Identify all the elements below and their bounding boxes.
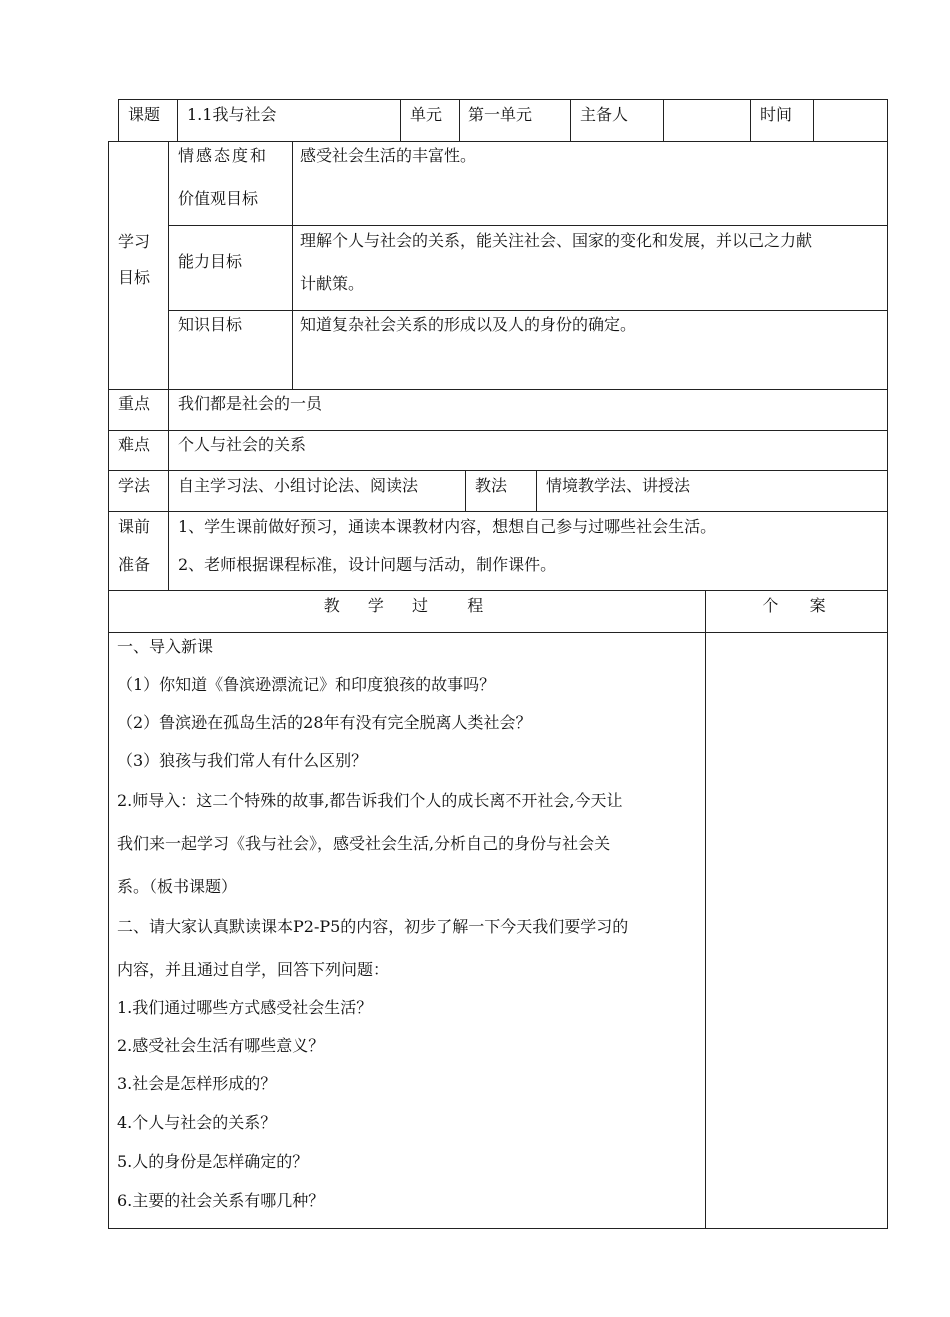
process-line: 4.个人与社会的关系？ — [117, 1113, 277, 1132]
header-divider — [459, 99, 460, 141]
objectives-label: 学习 — [118, 232, 151, 251]
objectives-divider — [292, 141, 293, 389]
header-divider — [663, 99, 664, 141]
process-line: 6.主要的社会关系有哪几种？ — [117, 1191, 325, 1210]
objectives-label: 目标 — [118, 268, 151, 287]
process-line: 1.我们通过哪些方式感受社会生活？ — [117, 998, 373, 1017]
table-border-left — [108, 141, 109, 1229]
process-line: 二、请大家认真默读课本P2-P5的内容，初步了解一下今天我们要学习的 — [117, 917, 629, 936]
process-line: （1）你知道《鲁滨逊漂流记》和印度狼孩的故事吗？ — [117, 675, 496, 694]
attitude-label: 情感态度和 — [178, 146, 269, 165]
row-line — [108, 632, 887, 633]
process-line: 系。（板书课题） — [117, 877, 238, 896]
process-line: （2）鲁滨逊在孤岛生活的28年有没有完全脱离人类社会？ — [117, 713, 532, 732]
row-line — [108, 430, 887, 431]
row-line — [108, 470, 887, 471]
difficulty-text: 个人与社会的关系 — [178, 435, 307, 454]
key-point-text: 我们都是社会的一员 — [178, 394, 323, 413]
learning-method-label: 学法 — [118, 476, 151, 495]
attitude-text: 感受社会生活的丰富性。 — [300, 146, 477, 165]
process-line: 2.师导入：这二个特殊的故事,都告诉我们个人的成长离不开社会,今天让 — [117, 791, 623, 810]
table-border-bottom — [108, 1228, 888, 1229]
row-line — [108, 590, 887, 591]
header-divider — [750, 99, 751, 141]
process-line: 内容，并且通过自学，回答下列问题： — [117, 960, 390, 979]
ability-label: 能力目标 — [178, 252, 243, 271]
unit-label: 单元 — [410, 105, 443, 124]
label-divider — [168, 389, 169, 590]
teaching-method-text: 情境教学法、讲授法 — [546, 476, 691, 495]
process-heading: 教 学 过 程 — [323, 596, 490, 615]
learning-method-text: 自主学习法、小组讨论法、阅读法 — [178, 476, 419, 495]
table-border-right — [887, 99, 888, 1229]
process-line: 3.社会是怎样形成的？ — [117, 1074, 277, 1093]
table-border-top — [118, 99, 888, 100]
attitude-label: 价值观目标 — [178, 189, 259, 208]
header-divider — [177, 99, 178, 141]
objectives-row-line — [168, 225, 887, 226]
process-line: 我们来一起学习《我与社会》，感受社会生活,分析自己的身份与社会关 — [117, 834, 611, 853]
objectives-row-line — [168, 310, 887, 311]
notes-heading: 个 案 — [762, 596, 830, 615]
preparation-item: 1、学生课前做好预习，通读本课教材内容，想想自己参与过哪些社会生活。 — [178, 517, 717, 536]
preparer-label: 主备人 — [580, 105, 629, 124]
preparation-item: 2、老师根据课程标准，设计问题与活动，制作课件。 — [178, 555, 557, 574]
process-line: 一、导入新课 — [117, 637, 214, 656]
objectives-divider — [168, 141, 169, 389]
knowledge-text: 知道复杂社会关系的形成以及人的身份的确定。 — [300, 315, 637, 334]
objectives-bottom — [108, 389, 887, 390]
methods-divider — [536, 470, 537, 511]
methods-divider — [465, 470, 466, 511]
header-border-left — [118, 99, 119, 141]
topic-value: 1.1我与社会 — [187, 105, 277, 124]
time-label: 时间 — [760, 105, 793, 124]
preparation-label: 课前 — [118, 517, 151, 536]
unit-value: 第一单元 — [468, 105, 533, 124]
header-row-bottom — [108, 141, 888, 142]
ability-text: 理解个人与社会的关系，能关注社会、国家的变化和发展，并以己之力献 — [300, 231, 813, 250]
knowledge-label: 知识目标 — [178, 315, 243, 334]
key-point-label: 重点 — [118, 394, 151, 413]
process-line: 5.人的身份是怎样确定的？ — [117, 1152, 309, 1171]
difficulty-label: 难点 — [118, 435, 151, 454]
header-divider — [570, 99, 571, 141]
header-divider — [400, 99, 401, 141]
process-divider — [705, 590, 706, 1229]
process-line: 2.感受社会生活有哪些意义？ — [117, 1036, 325, 1055]
row-line — [108, 511, 887, 512]
header-divider — [813, 99, 814, 141]
topic-label: 课题 — [128, 105, 161, 124]
teaching-method-label: 教法 — [475, 476, 508, 495]
preparation-label: 准备 — [118, 555, 151, 574]
ability-text: 计献策。 — [300, 274, 365, 293]
process-line: （3）狼孩与我们常人有什么区别？ — [117, 751, 368, 770]
